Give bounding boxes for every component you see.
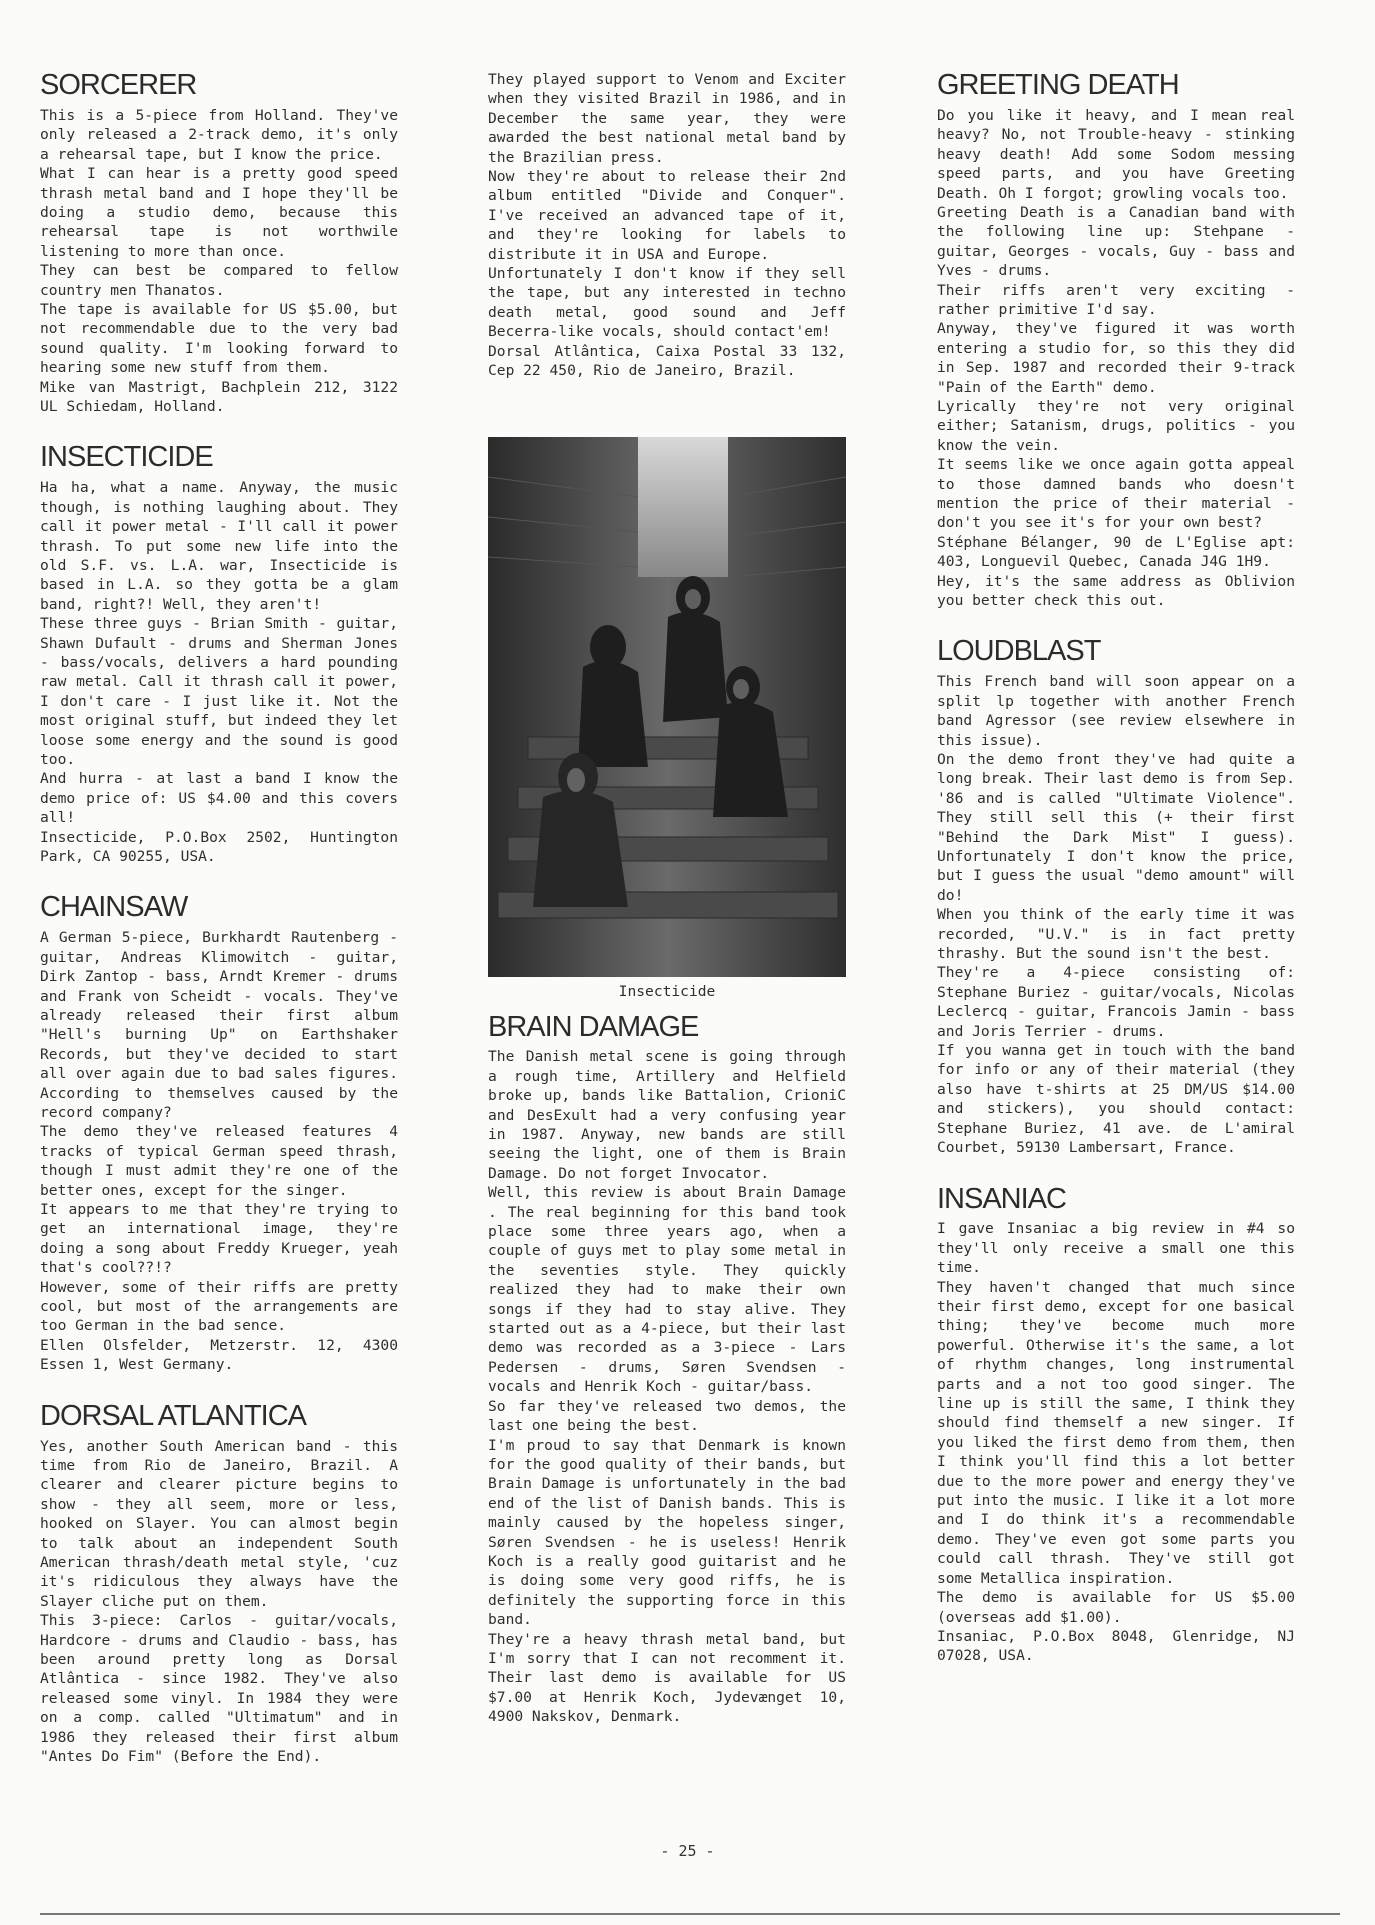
article-body: Yes, another South American band - this time from Rio de Janeiro, Brazil. A clearer and clearer picture begins to show - they all seem, more or less, hooked on Slayer. You can almost begin to talk about an independent South American thrash/death metal style, 'cuz it's ridiculous they always have the Slayer cliche put on them. This 3-piece: Carlos - guitar/vocals, Hardcore - drums and Claudio - bass, has been around pretty long as Dorsal Atlântica - since 1982. They've also released some vinyl. In 1984 they were on a comp. called "Ultimatum" and in 1986 they released their first album "Antes Do Fim" (Before the End). [40,1437,398,1766]
bottom-rule [40,1913,1340,1915]
article-body: This is a 5-piece from Holland. They've only released a 2-track demo, it's only a rehearsal tape, but I know the price. What I can hear is a pretty good speed thrash metal band and I hope they'll be doing a studio demo, because this rehearsal tape is not worthwile listening to more than once. They can best be compared to fellow country men Thanatos. The tape is available for US $5.00, but not recommendable due to the very bad sound quality. I'm looking forward to hearing some new stuff from them. Mike van Mastrigt, Bachplein 212, 3122 UL Schiedam, Holland. [40,106,398,415]
article-title: SORCERER [40,69,197,101]
photo-caption: Insecticide [618,982,716,1000]
article-title: CHAINSAW [40,891,188,924]
band-photo [488,437,846,977]
article-body: This French band will soon appear on a split lp together with another French band Agressor (see review elsewhere in this issue). On the demo front they've had quite a long break. Their last demo is from Sep. '86 and is called "Ultimate Violence". They still sell this (+ their first "Behind the Dark Mist" I guess). Unfortunately I don't know the price, but I guess the usual "demo amount" will do! When you think of the early time it was recorded, "U.V." is in fact pretty thrashy. But the sound isn't the best. They're a 4-piece consisting of: Stephane Buriez - guitar/vocals, Nicolas Leclercq - guitar, Francois Jamin - bass and Joris Terrier - drums. If you wanna get in touch with the band for info or any of their material (they also have t-shirts at 25 DM/US $14.00 and stickers), you should contact: Stephane Buriez, 41 ave. de L'amiral Courbet, 59130 Lambersart, France. [937,673,1295,1157]
article-title: INSANIAC [937,1182,1066,1215]
column-3 [937,70,1295,1692]
article-greeting-death [937,70,1295,610]
article-dorsal-atlantica-continued [488,70,846,381]
article-body: A German 5-piece, Burkhardt Rautenberg - guitar, Andreas Klimowitch - guitar, Dirk Zantop - bass, Arndt Kremer - drums and Frank von Scheidt - vocals. They've already released their first album "Hell's burning Up" on Earthshaker Records, but they've decided to start all over again due to bad sales figures. According to themselves caused by the record company? The demo they've released features 4 tracks of typical German speed thrash, though I must admit they're one of the better ones, except for the singer. It appears to me that they're trying to get an international image, they're doing a song about Freddy Krueger, yeah that's cool??!? However, some of their riffs are pretty cool, but most of the arrangements are too German in the bad sence. Ellen Olsfelder, Metzerstr. 12, 4300 Essen 1, West Germany. [40,929,398,1374]
article-title: BRAIN DAMAGE [488,1010,699,1043]
article-body: They played support to Venom and Exciter when they visited Brazil in 1986, and in December the same year, they were awarded the best national metal band by the Brazilian press. Now they're about to release their 2nd album entitled "Divide and Conquer". I've received an advanced tape of it, and they're looking for labels to distribute it in USA and Europe. Unfortunately I don't know if they sell the tape, but any interested in techno death metal, good sound and Jeff Becerra-like vocals, should contact'em! Dorsal Atlântica, Caixa Postal 33 132, Cep 22 450, Rio de Janeiro, Brazil. [488,71,846,380]
article-dorsal-atlantica [40,1401,398,1767]
column-2 [488,70,846,1753]
article-title: DORSAL ATLANTICA [40,1399,307,1432]
article-title: INSECTICIDE [40,441,213,474]
column-1 [40,70,398,1792]
page-number: - 25 - [660,1842,715,1860]
band-photo-image [488,437,846,977]
article-body: Ha ha, what a name. Anyway, the music though, is nothing laughing about. They call it power metal - I'll call it power thrash. To put some new life into the old S.F. vs. L.A. war, Insecticide is based in L.A. so they gotta be a glam band, right?! Well, they aren't! These three guys - Brian Smith - guitar, Shawn Dufault - drums and Sherman Jones - bass/vocals, delivers a hard pounding raw metal. Call it thrash call it power, I don't care - I just like it. Not the most original stuff, but indeed they let loose some energy and the sound is good too. And hurra - at last a band I know the demo price of: US $4.00 and this covers all! Insecticide, P.O.Box 2502, Huntington Park, CA 90255, USA. [40,479,398,865]
article-insaniac [937,1184,1295,1666]
article-body: I gave Insaniac a big review in #4 so they'll only receive a small one this time. They haven't changed that much since their first demo, except for one basical thing; they've become much more powerful. Otherwise it's the same, a lot of rhythm changes, long instrumental parts and a not too good singer. The line up is still the same, I think they should find themself a new singer. If you liked the first demo from them, then I think you'll find this a lot better due to the more power and energy they've put into the music. I like it a lot more and I do think it's a recommendable demo. They've even got some parts you could call thrash. They've still got some Metallica inspiration. The demo is available for US $5.00 (overseas add $1.00). Insaniac, P.O.Box 8048, Glenridge, NJ 07028, USA. [937,1220,1295,1665]
article-body: Do you like it heavy, and I mean real heavy? No, not Trouble-heavy - stinking heavy death! Add some Sodom messing speed parts, and you have Greeting Death. Oh I forgot; growling vocals too. Greeting Death is a Canadian band with the following line up: Stehpane - guitar, Georges - vocals, Guy - bass and Yves - drums. Their riffs aren't very exciting - rather primitive I'd say. Anyway, they've figured it was worth entering a studio for, so this they did in Sep. 1987 and recorded their 9-track "Pain of the Earth" demo. Lyrically they're not very original either; Satanism, drugs, politics - you know the vein. It seems like we once again gotta appeal to those damned bands who doesn't mention the price of their material - don't you see it's for your own best? Stéphane Bélanger, 90 de L'Eglise apt: 403, Longuevil Quebec, Canada J4G 1H9. Hey, it's the same address as Oblivion you better check this out. [937,106,1295,610]
article-brain-damage [488,1012,846,1727]
article-insecticide [40,442,398,866]
article-title: GREETING DEATH [937,69,1179,101]
article-title: LOUDBLAST [937,635,1101,668]
article-loudblast [937,636,1295,1157]
article-body: The Danish metal scene is going through a rough time, Artillery and Helfield broke up, bands like Battalion, CrioniC and DesExult had a very confusing year in 1987. Anyway, new bands are still seeing the light, one of them is Brain Damage. Do not forget Invocator. Well, this review is about Brain Damage . The real beginning for this band took place some three years ago, when a couple of guys met to play some metal in the seventies style. They quickly realized they had to make their own songs if they had to stay alive. They started out as a 4-piece, but their last demo was recorded as a 3-piece - Lars Pedersen - drums, Søren Svendsen - vocals and Henrik Koch - guitar/bass. So far they've released two demos, the last one being the best. I'm proud to say that Denmark is known for the good quality of their bands, but Brain Damage is unfortunately in the bad end of the list of Danish bands. This is mainly caused by the hopeless singer, Søren Svendsen - he is useless! Henrik Koch is a really good guitarist and he is doing some very good riffs, he is definitely the supporting force in this band. They're a heavy thrash metal band, but I'm sorry that I can not recomment it. Their last demo is available for US $7.00 at Henrik Koch, Jydevænget 10, 4900 Nakskov, Denmark. [488,1048,846,1726]
article-sorcerer [40,70,398,416]
article-chainsaw [40,892,398,1374]
